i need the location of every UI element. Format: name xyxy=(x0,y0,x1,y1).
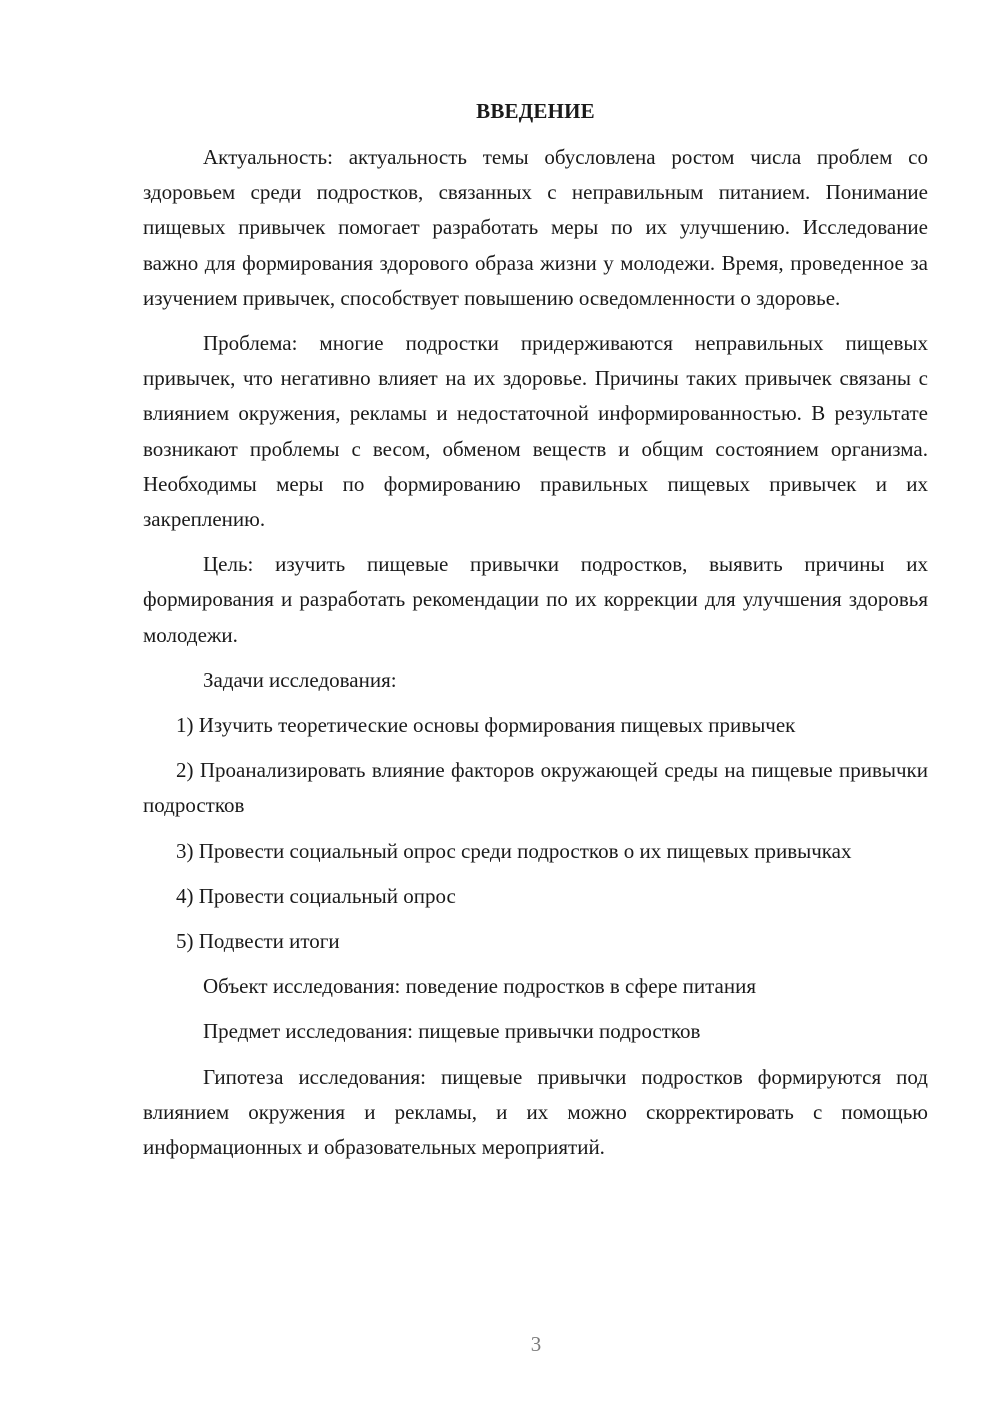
task-item-5: 5) Подвести итоги xyxy=(176,929,340,954)
problem-paragraph: Проблема: многие подростки придерживаются неправильных пищевых привычек, что негативно влияет на их здоровье. Причины таких привычек связаны с влиянием окружения, рекламы и недостаточной информированностью. В результате возникают проблемы с весом, обменом веществ и общим состоянием организма. Необходимы меры по формированию правильных пищевых привычек и их закреплению. xyxy=(143,331,928,532)
page-number: 3 xyxy=(530,1332,542,1356)
relevance-paragraph: Актуальность: актуальность темы обусловлена ростом числа проблем со здоровьем среди подростков, связанных с неправильным питанием. Понимание пищевых привычек помогает разработать меры по их улучшению. Исследование важно для формирования здорового образа жизни у молодежи. Время, проведенное за изучением привычек, способствует повышению осведомленности о здоровье. xyxy=(143,145,928,310)
subject-paragraph: Предмет исследования: пищевые привычки подростков xyxy=(203,1019,701,1044)
task-item-4: 4) Провести социальный опрос xyxy=(176,883,456,908)
object-paragraph: Объект исследования: поведение подростков в сфере питания xyxy=(203,974,757,999)
document-page xyxy=(143,96,928,1175)
hypothesis-paragraph: Гипотеза исследования: пищевые привычки подростков формируются под влиянием окружения и рекламы, и их можно скорректировать с помощью информационных и образовательных мероприятий. xyxy=(143,1064,928,1160)
tasks-heading: Задачи исследования: xyxy=(203,667,397,692)
goal-paragraph: Цель: изучить пищевые привычки подростков, выявить причины их формирования и разработать рекомендации по их коррекции для улучшения здоровья молодежи. xyxy=(143,552,928,647)
task-item-3: 3) Провести социальный опрос среди подростков о их пищевых привычках xyxy=(176,838,852,863)
task-item-2: 2) Проанализировать влияние факторов окружающей среды на пищевые привычки подростков xyxy=(143,758,928,818)
task-item-1: 1) Изучить теоретические основы формирования пищевых привычек xyxy=(176,713,796,738)
section-title: ВВЕДЕНИЕ xyxy=(476,99,595,123)
